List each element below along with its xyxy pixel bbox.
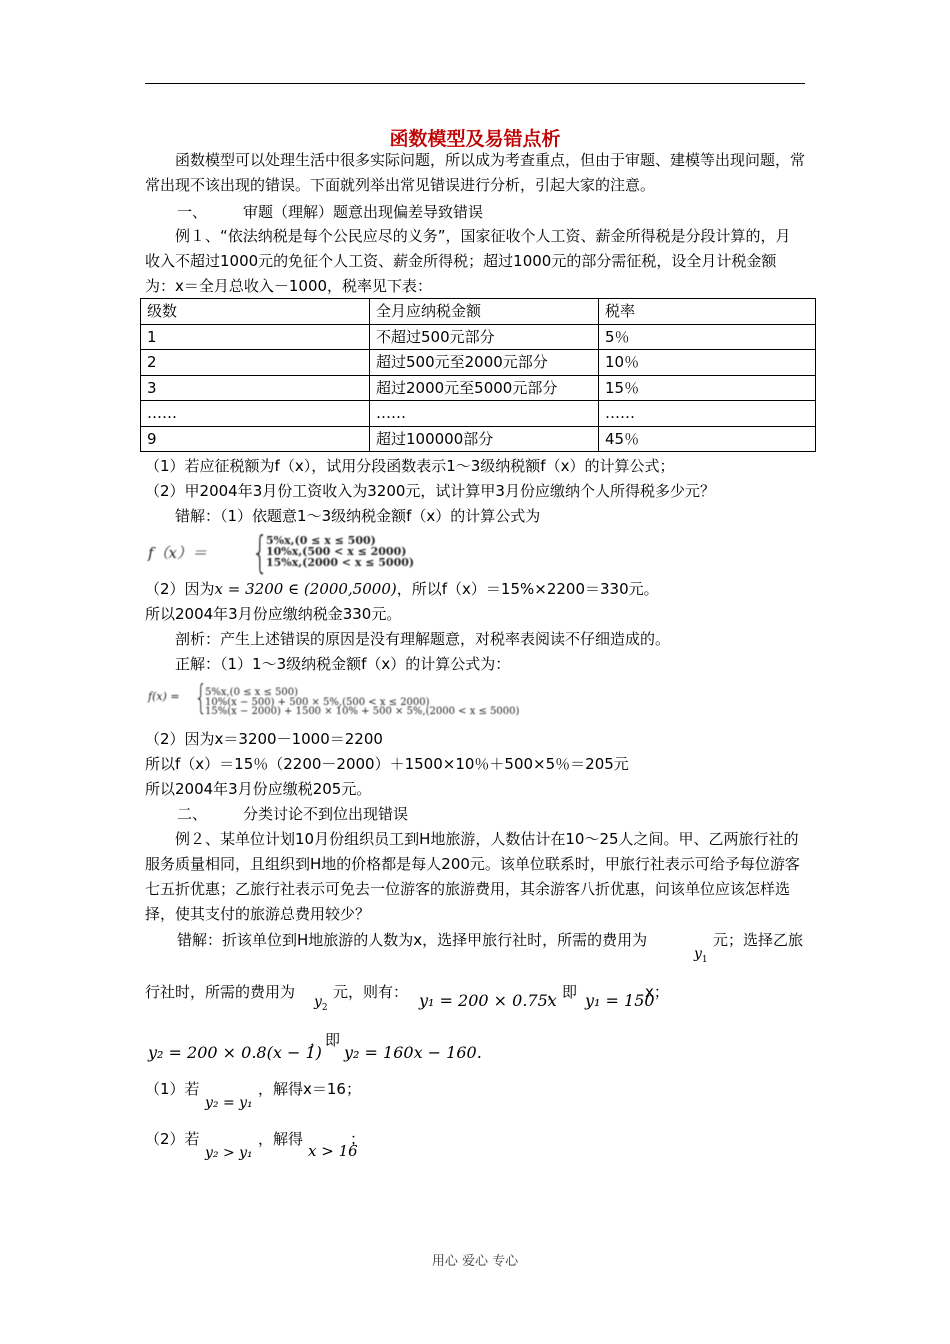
equation-y2: y₂ = 200 × 0.8(x − 1) (148, 1043, 322, 1062)
table-cell: …… (370, 401, 599, 427)
math-y1: $y_1$ (694, 946, 708, 965)
equation-y2-simplified: y₂ = 160x − 160. (344, 1043, 482, 1062)
equation-y1: y₁ = 200 × 0.75x (419, 991, 557, 1010)
wrong-ex2-text-b: 元；选择乙旅 (713, 931, 804, 949)
page-title: 函数模型及易错点析 (389, 128, 561, 150)
right-part-2-line-3: 所以2004年3月份应缴税205元。 (145, 780, 372, 798)
case-2-math: y₂ > y₁ (205, 1145, 253, 1161)
case-1-result: ，解得x＝16； (258, 1080, 361, 1098)
page-footer: 用心 爱心 专心 (431, 1254, 519, 1269)
formula-case: 10%x,(500 < x ≤ 2000) (266, 545, 407, 558)
wrong-ex2-text-e: ，即 (547, 983, 578, 1001)
analysis-paragraph: 剖析：产生上述错误的原因是没有理解题意，对税率表阅读不仔细造成的。 (175, 630, 671, 648)
text-fragment: （2）因为 (145, 580, 215, 598)
section-1-title: 审题（理解）题意出现偏差导致错误 (243, 203, 484, 221)
case-1-prefix: （1）若 (145, 1080, 200, 1098)
table-header-cell: 税率 (599, 299, 816, 325)
formula-case: 15%(x − 2000) + 1500 × 10% + 500 × 5%,(2000 < x ≤ 5000) (205, 706, 520, 717)
table-cell: 3 (141, 375, 370, 401)
table-cell: 9 (141, 426, 370, 452)
table-cell: 15％ (599, 375, 816, 401)
wrong-ex2-text-a: 错解：折该单位到H地旅游的人数为x，选择甲旅行社时，所需的费用为 (177, 931, 648, 949)
section-2-title: 分类讨论不到位出现错误 (243, 805, 409, 823)
table-cell: …… (599, 401, 816, 427)
table-cell: 1 (141, 324, 370, 350)
section-1-number: 一、 (177, 203, 208, 221)
formula-case: 10%(x − 500) + 500 × 5%,(500 < x ≤ 2000) (205, 696, 430, 708)
right-part-2-line-1: （2）因为x＝3200－1000＝2200 (145, 730, 383, 748)
section-2-number: 二、 (177, 805, 208, 823)
example-2-paragraph: 例２、某单位计划10月份组织员工到H地旅游，人数估计在10～25人之间。甲、乙两旅行社的服务质量相同，且组织到H地的价格都是每人200元。该单位联系时，甲旅行社表示可给予每位游客七五折优惠；乙旅行社表示可免去一位游客的旅游费用，其余游客八折优惠，问该单位应该怎样选择，使其支付的旅游总费用较少？ (145, 830, 800, 923)
wrong-solution-intro: 错解：（1）依题意1～3级纳税金额f（x）的计算公式为 (175, 507, 541, 525)
right-formula-lhs: f(x) = (148, 690, 180, 703)
table-row (141, 426, 816, 452)
wrong-formula-lhs: f（x）＝ (148, 544, 208, 562)
brace-icon: { (194, 678, 208, 718)
right-formula-cases (205, 688, 519, 717)
table-cell: 超过2000元至5000元部分 (370, 375, 599, 401)
wrong-formula-cases (266, 535, 414, 568)
table-cell: 5％ (599, 324, 816, 350)
table-cell: 超过100000部分 (370, 426, 599, 452)
brace-icon: { (251, 527, 269, 578)
case-2-suffix: ； (350, 1130, 366, 1148)
table-row (141, 401, 816, 427)
section-2-heading (177, 802, 408, 827)
table-row (141, 324, 816, 350)
table-header-cell: 全月应纳税金额 (370, 299, 599, 325)
case-2-mid: ，解得 (258, 1130, 304, 1148)
wrong-part-2-conclusion: 所以2004年3月份应缴纳税金330元。 (145, 605, 402, 623)
math-expression (215, 580, 397, 598)
question-1: （1）若应征税额为f（x），试用分段函数表示1～3级纳税额f（x）的计算公式； (145, 457, 675, 475)
formula-case: 5%x,(0 ≤ x ≤ 500) (205, 687, 299, 698)
question-2: （2）甲2004年3月份工资收入为3200元，试计算甲3月份应缴纳个人所得税多少元？ (145, 482, 715, 500)
case-2-prefix: （2）若 (145, 1130, 200, 1148)
table-cell: 不超过500元部分 (370, 324, 599, 350)
text-fragment: ，所以f（x）＝15%×2200＝330元。 (396, 580, 659, 598)
wrong-ex2-text-c: 行社时，所需的费用为 (145, 983, 296, 1001)
table-cell: 45％ (599, 426, 816, 452)
math-y2: $y_2$ (314, 994, 328, 1013)
example-1-paragraph: 例１、“依法纳税是每个公民应尽的义务”，国家征收个人工资、薪金所得税是分段计算的，月收入不超过1000元的免征个人工资、薪金所得税；超过1000元的部分需征税，设全月计税金额为：x＝全月总收入－1000，税率见下表： (145, 227, 791, 295)
equation-y2-separator: ，即 (310, 1031, 341, 1049)
intro-paragraph: 函数模型可以处理生活中很多实际问题，所以成为考查重点，但由于审题、建模等出现问题，常常出现不该出现的错误。下面就列举出常见错误进行分析，引起大家的注意。 (145, 151, 806, 194)
table-row (141, 375, 816, 401)
wrong-ex2-text-f: x； (645, 983, 669, 1001)
case-1-math: y₂ = y₁ (205, 1095, 253, 1111)
table-cell: 2 (141, 350, 370, 376)
tax-rate-table (140, 298, 816, 452)
right-part-2-line-2: 所以f（x）＝15％（2200－2000）＋1500×10％＋500×5％＝205元 (145, 755, 629, 773)
formula-case: 15%x,(2000 < x ≤ 5000) (266, 556, 415, 569)
table-cell: 超过500元至2000元部分 (370, 350, 599, 376)
wrong-ex2-text-d: 元，则有： (333, 983, 409, 1001)
right-solution-intro: 正解：（1）1～3级纳税金额f（x）的计算公式为： (175, 655, 511, 673)
table-cell: …… (141, 401, 370, 427)
equation-y1-simplified: y₁ = 150 (585, 991, 655, 1010)
wrong-part-2 (145, 577, 659, 602)
table-row (141, 350, 816, 376)
formula-case: 5%x,(0 ≤ x ≤ 500) (266, 534, 376, 547)
table-header-cell: 级数 (141, 299, 370, 325)
table-header-row (141, 299, 816, 325)
math-var: x = 3200 ∈ (2000,5000) (214, 580, 397, 598)
header-rule (145, 83, 805, 84)
table-cell: 10％ (599, 350, 816, 376)
section-1-heading (177, 200, 483, 225)
case-2-math-2: x > 16 (308, 1142, 358, 1160)
